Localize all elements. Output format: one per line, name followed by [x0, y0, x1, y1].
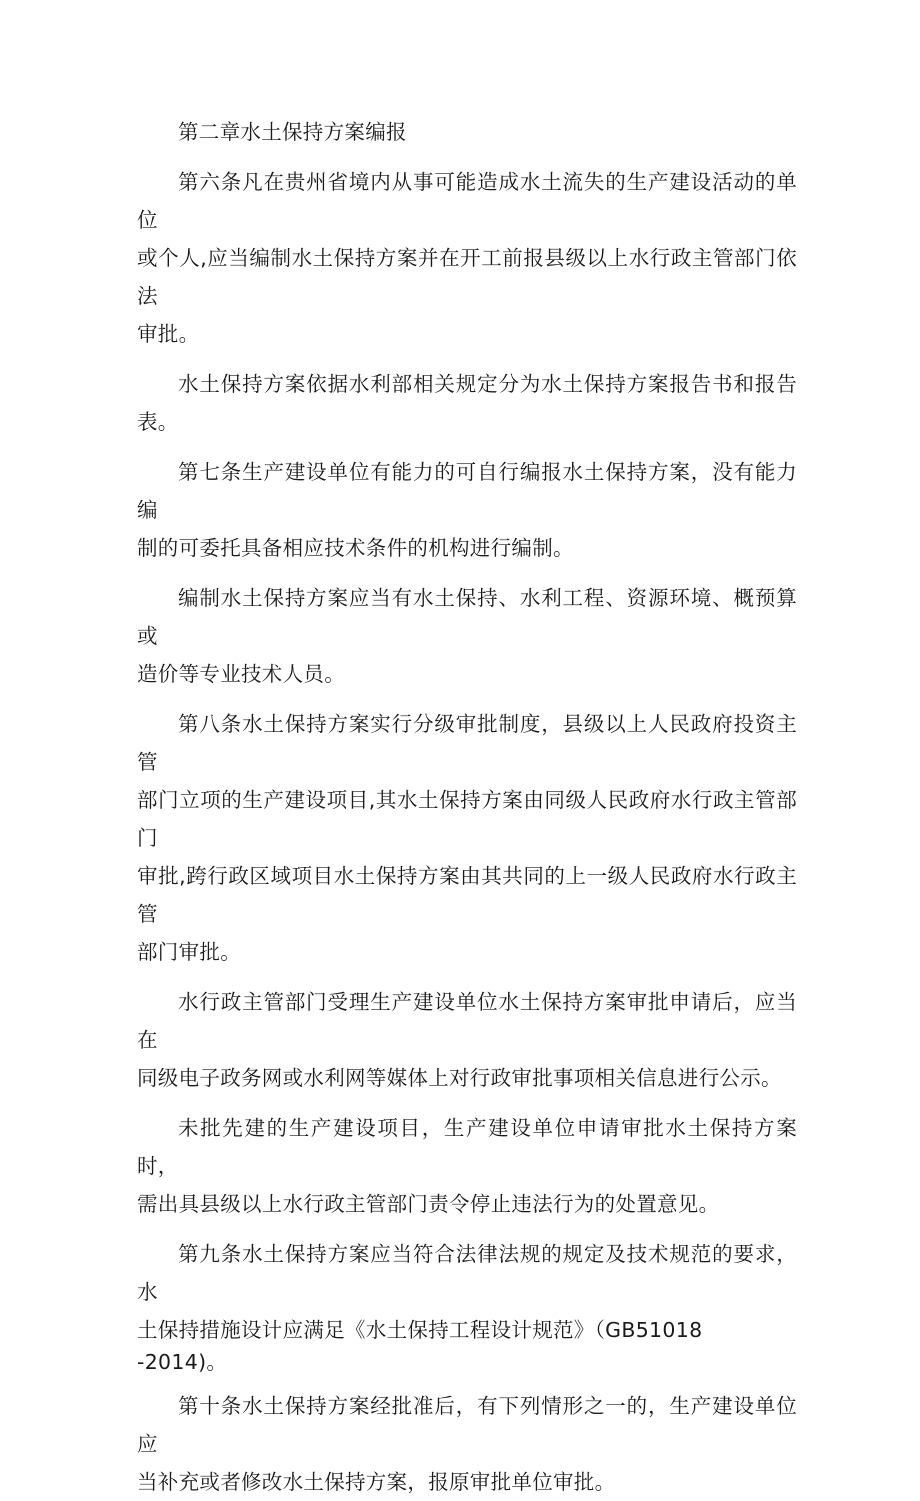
text-line: 需出具县级以上水行政主管部门责令停止违法行为的处置意见。 — [137, 1192, 720, 1216]
text-line: 编制水土保持方案应当有水土保持、水利工程、资源环境、概预算或 — [137, 586, 797, 648]
text-line: 审批。 — [137, 322, 200, 346]
article-7-staff-paragraph — [137, 579, 797, 693]
article-7-paragraph — [137, 453, 797, 567]
article-8-paragraph — [137, 705, 797, 971]
chapter-heading — [137, 113, 797, 151]
text-line: 造价等专业技术人员。 — [137, 662, 345, 686]
article-8-unapproved-paragraph — [137, 1109, 797, 1223]
text-line: 第九条水土保持方案应当符合法律法规的规定及技术规范的要求，水 — [137, 1242, 797, 1304]
text-line: 土保持措施设计应满足《水土保持工程设计规范》（GB51018 — [137, 1318, 703, 1342]
text-line: 部门立项的生产建设项目,其水土保持方案由同级人民政府水行政主管部门 — [137, 788, 797, 850]
text-line: 第十条水土保持方案经批准后，有下列情形之一的，生产建设单位应 — [137, 1394, 797, 1456]
text-line: 第七条生产建设单位有能力的可自行编报水土保持方案，没有能力编 — [137, 460, 797, 522]
article-6-classification-paragraph — [137, 365, 797, 441]
text-line: 第八条水土保持方案实行分级审批制度，县级以上人民政府投资主管 — [137, 712, 797, 774]
text-line: 未批先建的生产建设项目，生产建设单位申请审批水土保持方案时， — [137, 1116, 797, 1178]
article-10-paragraph — [137, 1387, 797, 1501]
text-line: -2014)。 — [137, 1350, 228, 1374]
text-line: 第六条凡在贵州省境内从事可能造成水土流失的生产建设活动的单位 — [137, 170, 797, 232]
text-line: 制的可委托具备相应技术条件的机构进行编制。 — [137, 536, 574, 560]
text-line: 同级电子政务网或水利网等媒体上对行政审批事项相关信息进行公示。 — [137, 1066, 782, 1090]
article-8-publicity-paragraph — [137, 983, 797, 1097]
text-line: 当补充或者修改水土保持方案，报原审批单位审批。 — [137, 1470, 616, 1494]
text-line: 或个人,应当编制水土保持方案并在开工前报县级以上水行政主管部门依法 — [137, 246, 797, 308]
article-6-paragraph — [137, 163, 797, 353]
text-line: 水行政主管部门受理生产建设单位水土保持方案审批申请后，应当在 — [137, 990, 797, 1052]
text-line: 审批,跨行政区域项目水土保持方案由其共同的上一级人民政府水行政主管 — [137, 864, 797, 926]
text-line: 水土保持方案依据水利部相关规定分为水土保持方案报告书和报告表。 — [137, 372, 797, 434]
text-line: 第二章水土保持方案编报 — [178, 120, 407, 144]
text-line: 部门审批。 — [137, 940, 241, 964]
article-9-paragraph — [137, 1235, 797, 1375]
document-body — [137, 113, 797, 1501]
